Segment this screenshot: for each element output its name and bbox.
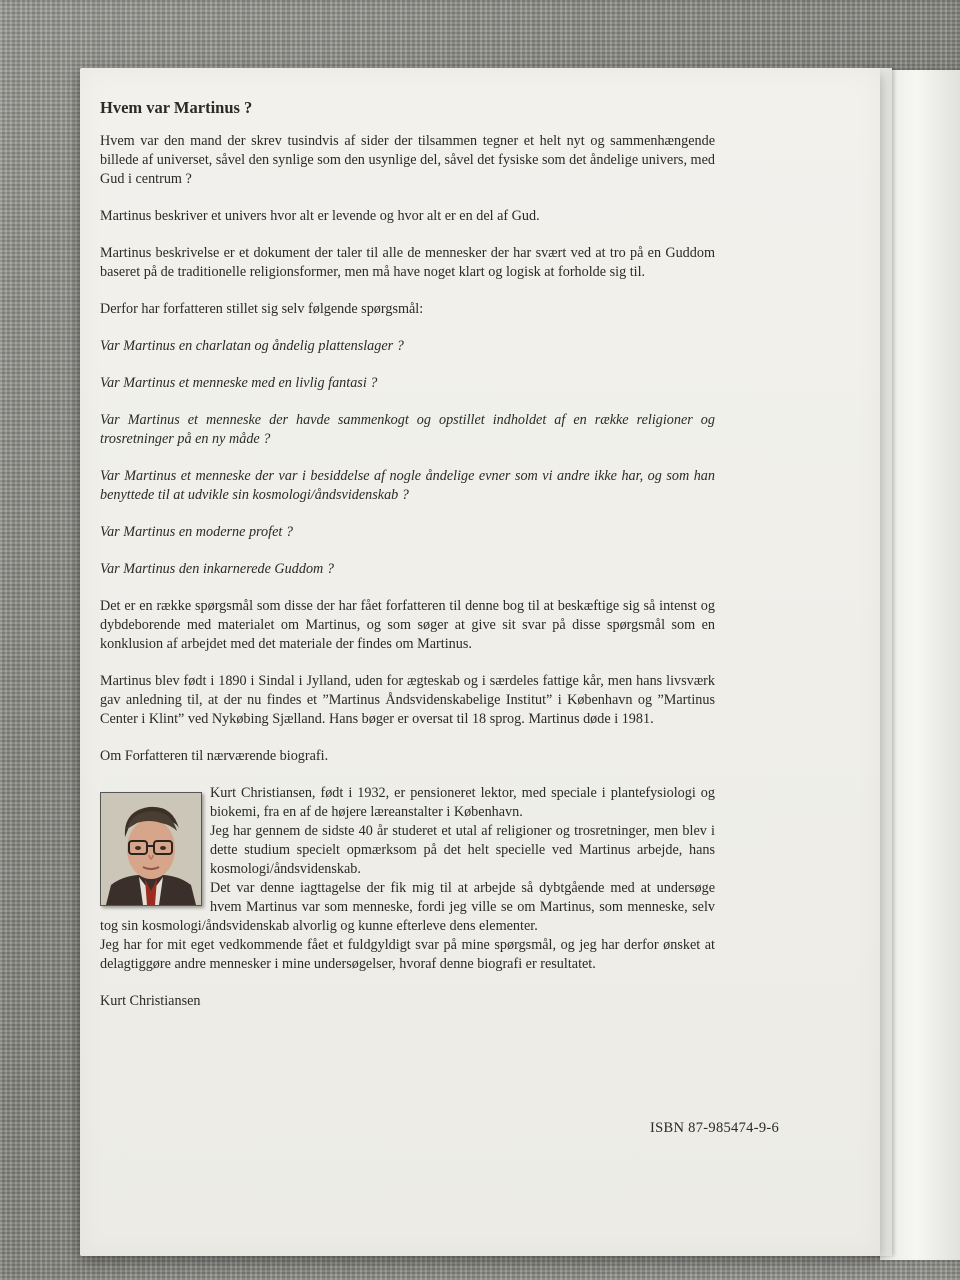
author-bio-line-2: Jeg har gennem de sidste 40 år studeret et utal af religioner og trosretninger, men blev i dette studium specielt opmærksom på det helt specielle ved Martinus arbejde, hans kosmologi/åndsvidenskab.: [210, 823, 715, 877]
questions-intro: Derfor har forfatteren stillet sig selv følgende spørgsmål:: [100, 301, 424, 317]
document-paragraph: Martinus beskrivelse er et dokument der taler til alle de mennesker der har svært ved at tro på en Guddom baseret på de traditionelle religionsformer, men må have noget klart og logisk at forholde sig til.: [100, 245, 715, 280]
question-6: Var Martinus den inkarnerede Guddom ?: [100, 561, 334, 577]
author-section: [100, 784, 715, 1011]
biography-paragraph: Martinus blev født i 1890 i Sindal i Jylland, uden for ægteskab og i særdeles fattige kår, men hans livsværk gav anledning til, at der nu findes et ”Martinus Åndsvidenskabelige Institut” i København og ”Martinus Center i Klint” ved Nykøbing Sjælland. Hans bøger er oversat til 18 sprog. Martinus døde i 1981.: [100, 673, 715, 727]
cover-text-block: [100, 98, 715, 1011]
question-4: Var Martinus et menneske der var i besiddelse af nogle åndelige evner som vi andre ikke har, og som han benyttede til at udvikle sin kosmologi/åndsvidenskab ?: [100, 468, 715, 503]
author-bio-line-1: Kurt Christiansen, født i 1932, er pensioneret lektor, med speciale i plantefysiologi og biokemi, fra en af de højere læreanstalter i København.: [210, 785, 715, 820]
author-photo: [100, 792, 202, 906]
author-signature: Kurt Christiansen: [100, 993, 201, 1009]
universe-paragraph: Martinus beskriver et univers hvor alt er levende og hvor alt er en del af Gud.: [100, 208, 540, 224]
question-1: Var Martinus en charlatan og åndelig plattenslager ?: [100, 338, 404, 354]
author-portrait-image: [101, 793, 201, 905]
about-author-heading: Om Forfatteren til nærværende biografi.: [100, 748, 329, 764]
isbn-number: ISBN 87-985474-9-6: [650, 1120, 780, 1136]
background-book: [880, 70, 960, 1260]
cover-heading: Hvem var Martinus ?: [100, 98, 253, 117]
intro-paragraph: Hvem var den mand der skrev tusindvis af sider der tilsammen tegner et helt nyt og sammenhængende billede af universet, såvel den synlige som den usynlige del, såvel det fysiske som det åndelige univers, med Gud i centrum ?: [100, 133, 715, 187]
question-5: Var Martinus en moderne profet ?: [100, 524, 293, 540]
author-bio-line-3: Det var denne iagttagelse der fik mig til at arbejde så dybtgående med at undersøge hvem Martinus var som menneske, fordi jeg ville se om Martinus, som menneske, selv tog sin kosmologi/åndsvidenskab alvorlig og kunne efterleve dens elementer.: [100, 880, 715, 934]
question-3: Var Martinus et menneske der havde sammenkogt og opstillet indholdet af en række religioner og trosretninger på en ny måde ?: [100, 412, 715, 447]
conclusion-paragraph: Det er en række spørgsmål som disse der har fået forfatteren til denne bog til at beskæftige sig så intenst og dybdeborende med materialet om Martinus, og som søger at give sit svar på disse spørgsmål som en konklusion af arbejdet med det materiale der findes om Martinus.: [100, 598, 715, 652]
author-bio-line-4: Jeg har for mit eget vedkommende fået et fuldgyldigt svar på mine spørgsmål, og jeg har derfor ønsket at delagtiggøre andre mennesker i mine undersøgelser, hvoraf denne biografi er resultatet.: [100, 937, 715, 972]
question-2: Var Martinus et menneske med en livlig fantasi ?: [100, 375, 378, 391]
